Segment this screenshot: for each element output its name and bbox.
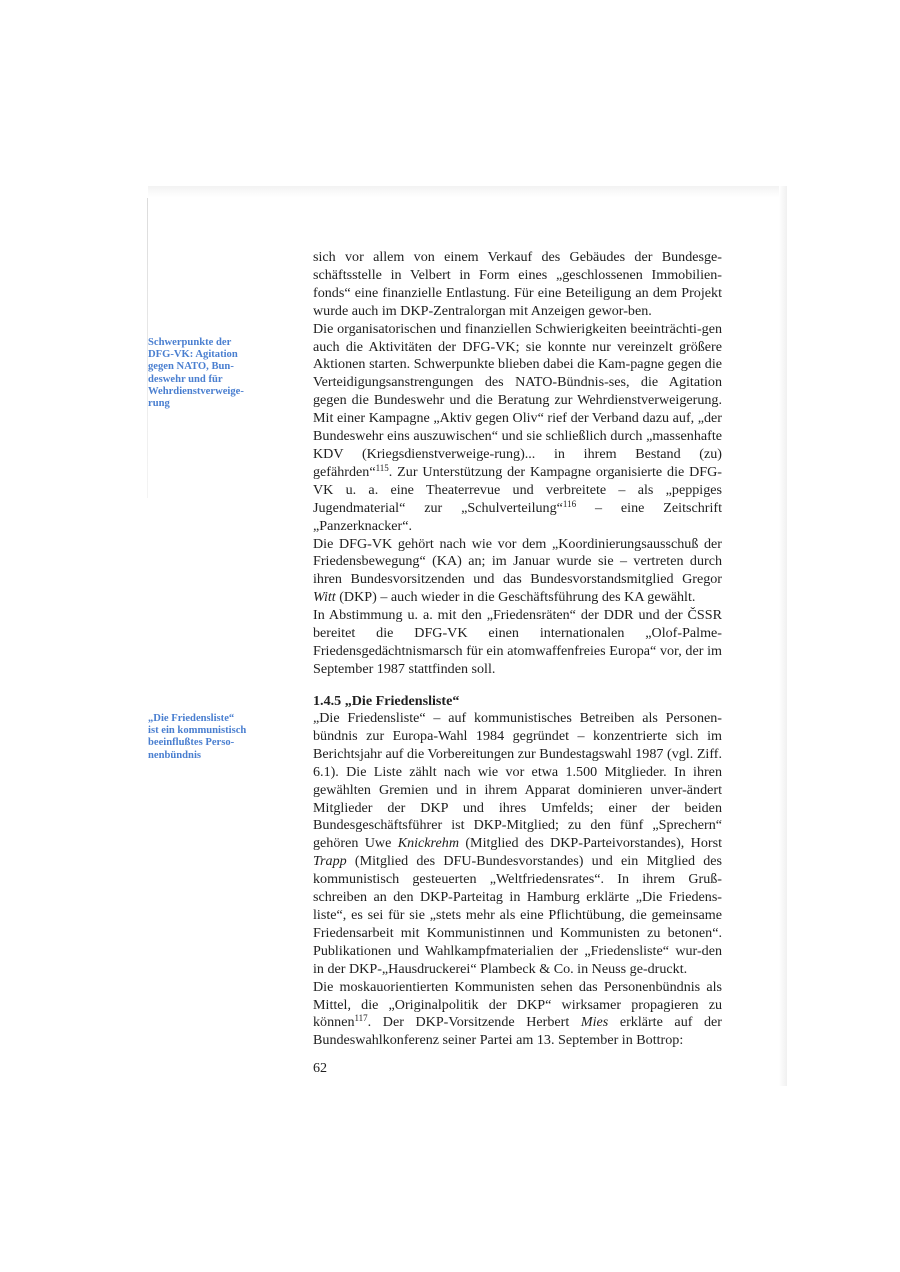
scan-shadow-right <box>779 186 787 1086</box>
text-run: (DKP) – auch wieder in die Geschäftsführung des KA gewählt. <box>335 589 696 606</box>
person-name: Mies <box>580 1014 609 1031</box>
paragraph: sich vor allem von einem Verkauf des Gebäudes der Bundesge-schäftsstelle in Velbert in Form eines „geschlossenen Immobilien-fonds“ eine finanzielle Entlastung. Für eine Beteiligung an dem Projekt wurde auch im DKP-Zentralorgan mit Anzeigen gewor-ben. <box>313 249 722 319</box>
text-run: (Mitglied des DFU-Bundesvorstandes) und ein Mitglied des kommunistisch gesteuerten „Weltfriedensrates“. In ihrem Gruß-schreiben an den DKP-Parteitag in Hamburg erklärte „Die Friedens-liste“, es sei für sie „stets mehr als eine Pflichtübung, die gemeinsame Friedensarbeit mit Kommunistinnen und Kommunisten zu betonen“. Publikationen und Wahlkampfmaterialien der „Friedensliste“ wur-den in der DKP-„Hausdruckerei“ Plambeck & Co. in Neuss ge-druckt. <box>313 853 722 977</box>
text-run: (Mitglied des DKP-Parteivorstandes), Horst <box>459 835 722 852</box>
section-heading: 1.4.5 „Die Friedensliste“ <box>313 693 460 709</box>
text-run: . Der DKP-Vorsitzende Herbert <box>367 1014 581 1031</box>
paragraph <box>313 536 722 608</box>
scan-shadow-top <box>148 186 784 198</box>
text-run: – eine Zeitschrift „Panzerknacker“. <box>313 499 722 534</box>
text-run: Die DFG-VK gehört nach wie vor dem „Koordinierungsausschuß der Friedensbewegung“ (KA) an; im Januar wurde sie – vertreten durch ihren Bundesvorsitzenden und das Bundesvorstandsmitglied Gregor <box>313 535 722 588</box>
body-text-section-a <box>313 249 722 679</box>
text-run: . Zur Unterstützung der Kampagne organisierte die DFG-VK u. a. eine Theaterrevue und verbreitete – als „peppiges Jugendmaterial“ zur „Schulverteilung“ <box>313 463 722 516</box>
paragraph <box>313 979 722 1051</box>
margin-note-dfg-vk: Schwerpunkte der DFG-VK: Agitation gegen NATO, Bun- deswehr und für Wehrdienstverweige- rung <box>148 337 244 410</box>
footnote-ref: 116 <box>562 498 577 509</box>
person-name: Trapp <box>313 853 347 870</box>
page-number: 62 <box>313 1060 328 1076</box>
paragraph <box>313 710 722 979</box>
footnote-ref: 115 <box>375 462 389 473</box>
margin-note-friedensliste: „Die Friedensliste“ ist ein kommunistisch beeinflußtes Perso- nenbündnis <box>148 713 247 761</box>
body-text-section-b <box>313 710 722 1050</box>
person-name: Witt <box>313 589 336 606</box>
text-run: Die moskauorientierten Kommunisten sehen das Personenbündnis als Mittel, die „Originalpolitik der DKP“ wirksamer propagieren zu können <box>313 978 722 1031</box>
text-run: Die organisatorischen und finanziellen Schwierigkeiten beeinträchti-gen auch die Aktivitäten der DFG-VK; sie konnte nur vereinzelt größere Aktionen starten. Schwerpunkte blieben dabei die Kam-pagne gegen die Verteidigungsanstrengungen des NATO-Bündnis-ses, die Agitation gegen die Bundeswehr und die Beratung zur Wehrdienstverweigerung. Mit einer Kampagne „Aktiv gegen Oliv“ rief der Verband dazu auf, „der Bundeswehr eins auszuwischen“ und sie schließlich durch „massenhafte KDV (Kriegsdienstverweige-rung)... in ihrem Bestand (zu) gefährden“ <box>313 320 722 480</box>
paragraph <box>313 321 722 536</box>
text-run: „Die Friedensliste“ – auf kommunistisches Betreiben als Personen-bündnis zur Europa-Wahl 1984 gegründet – konzentrierte sich im Berichtsjahr auf die Vorbereitungen zur Bundestagswahl 1987 (vgl. Ziff. 6.1). Die Liste zählt nach wie vor etwa 1.500 Mitglieder. In ihren gewählten Gremien und in ihrem Apparat dominieren unver-ändert Mitglieder der DKP und ihres Umfelds; einer der beiden Bundesgeschäftsführer ist DKP-Mitglied; zu den fünf „Sprechern“ gehören Uwe <box>313 710 722 852</box>
paragraph: In Abstimmung u. a. mit den „Friedensräten“ der DDR und der ČSSR bereitet die DFG-VK einen internationalen „Olof-Palme-Friedensgedächtnismarsch für ein atomwaffenfreies Europa“ vor, der im September 1987 stattfinden soll. <box>313 607 722 677</box>
person-name: Knickrehm <box>397 835 460 852</box>
text-run: erklärte auf der Bundeswahlkonferenz seiner Partei am 13. September in Bottrop: <box>313 1014 723 1049</box>
footnote-ref: 117 <box>354 1013 368 1024</box>
